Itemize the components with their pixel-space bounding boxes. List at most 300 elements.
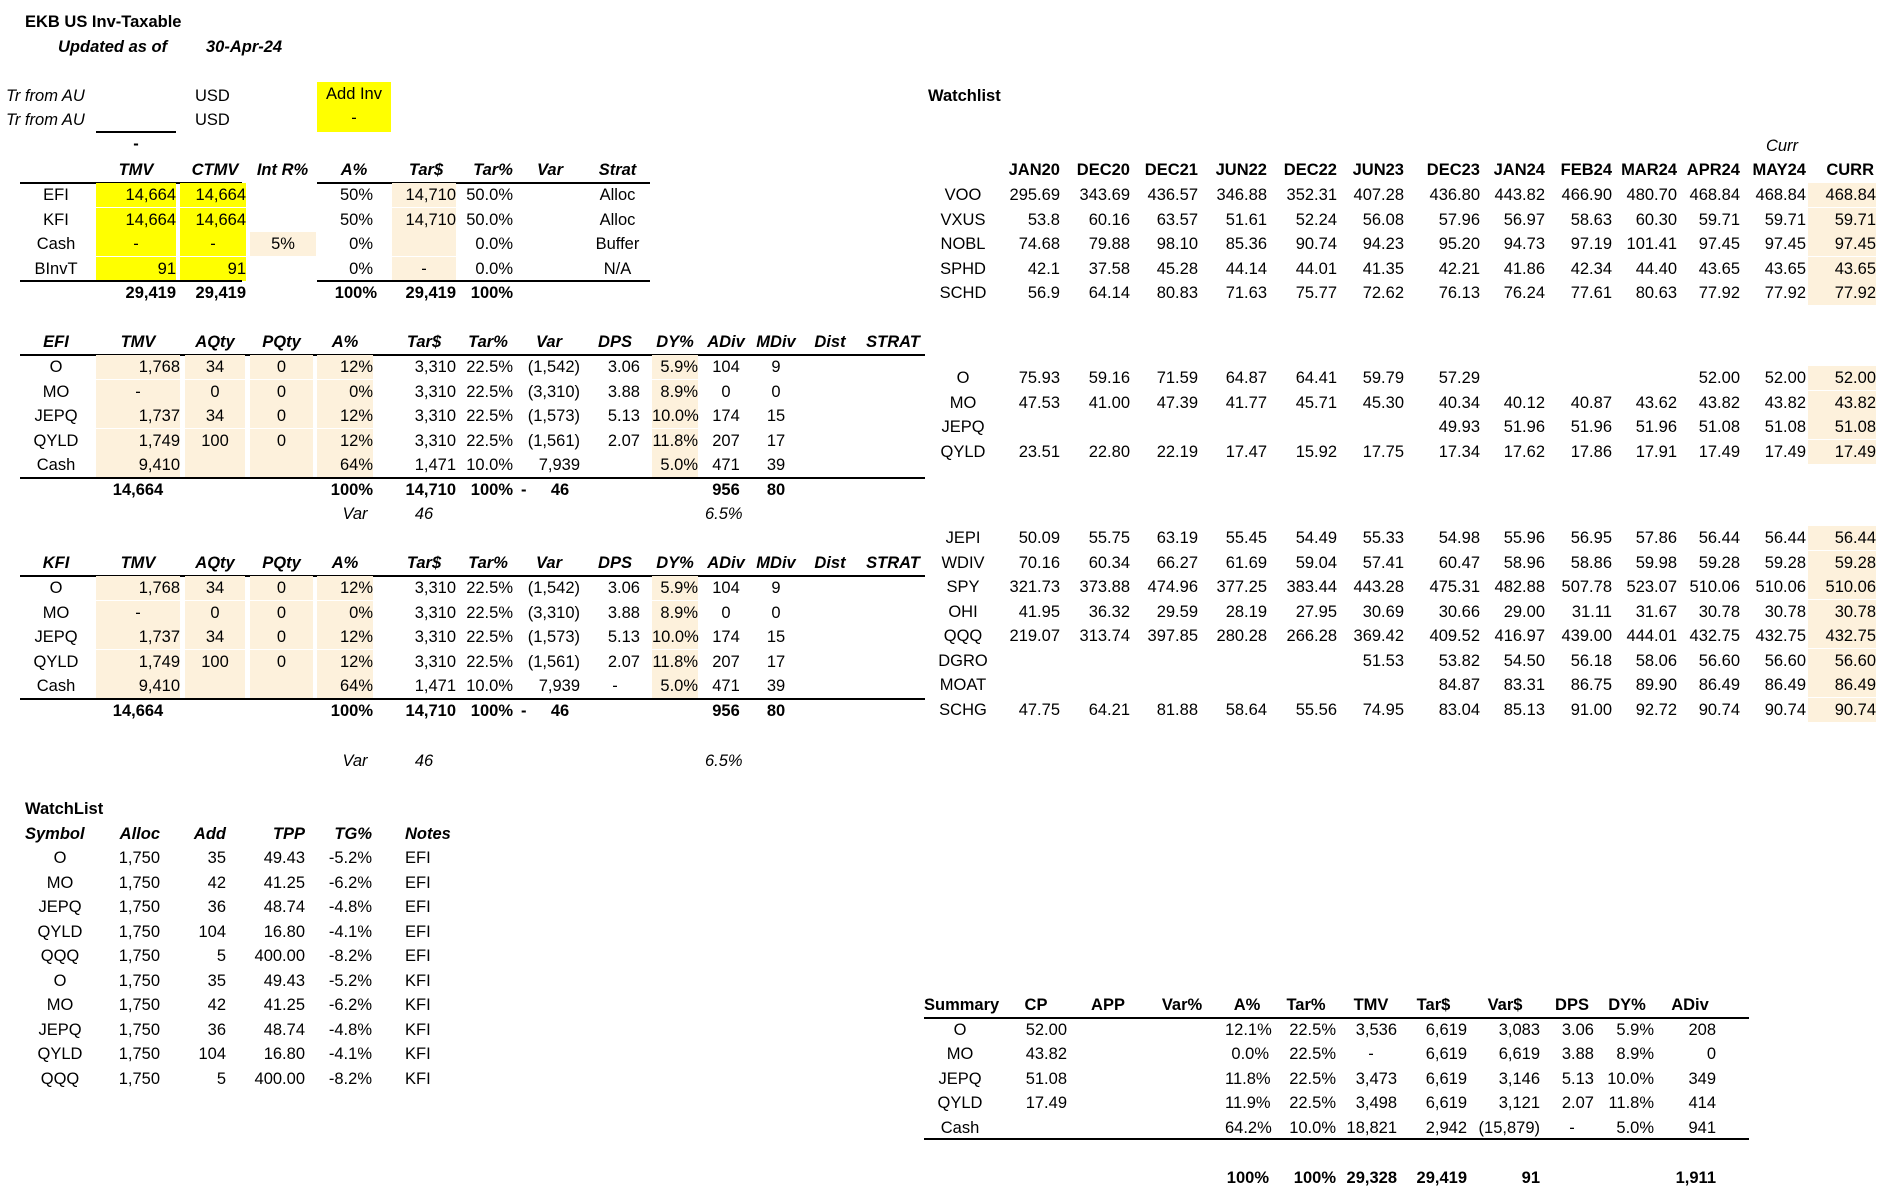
watchlist-price: 37.58 bbox=[1088, 259, 1130, 278]
portfolio-dy: 5.9% bbox=[652, 355, 698, 379]
alloc-strategy[interactable]: Alloc bbox=[599, 210, 636, 229]
watchlist-price bbox=[1064, 673, 1130, 697]
watchlist-price: 97.45 bbox=[1698, 235, 1740, 253]
summary-symbol[interactable]: QYLD bbox=[937, 1094, 983, 1112]
portfolio-tard: 3,310 bbox=[414, 579, 456, 597]
watchlist-price: 81.88 bbox=[1156, 700, 1198, 719]
watchlist-symbol[interactable]: JEPQ bbox=[941, 418, 985, 436]
portfolio-a[interactable]: 12% bbox=[317, 576, 373, 600]
summary-cell bbox=[1005, 1116, 1067, 1140]
alloc-int-rate[interactable]: 5% bbox=[250, 232, 316, 256]
portfolio-tarp: 22.5% bbox=[466, 407, 513, 425]
portfolio-a[interactable]: 64% bbox=[317, 453, 373, 477]
watchlist-price bbox=[1338, 415, 1404, 439]
watchlist-symbol[interactable]: SCHD bbox=[939, 284, 987, 302]
alloc-ctmv[interactable]: 91 bbox=[180, 257, 246, 281]
watchlist-small-cell[interactable]: 49.43 bbox=[263, 849, 305, 867]
portfolio-dy: 11.8% bbox=[652, 429, 698, 453]
watchlist-price: 52.00 bbox=[1698, 369, 1740, 387]
watchlist-price: 510.06 bbox=[1689, 578, 1740, 596]
summary-cell: 17.49 bbox=[1025, 1094, 1067, 1112]
alloc-total-target: 29,419 bbox=[405, 284, 456, 302]
watchlist-symbol[interactable]: MOAT bbox=[939, 676, 987, 694]
portfolio-aqty[interactable]: 0 bbox=[185, 380, 245, 404]
portfolio-dps: 2.07 bbox=[607, 652, 640, 671]
watchlist-price: 510.06 bbox=[1755, 578, 1806, 596]
watchlist-price: 74.68 bbox=[1018, 235, 1060, 253]
portfolio-var: (1,542) bbox=[527, 358, 580, 376]
portfolio-aqty[interactable]: 34 bbox=[185, 355, 245, 379]
portfolio-tmv[interactable]: 1,737 bbox=[96, 625, 180, 649]
portfolio-total-adiv: 956 bbox=[712, 480, 740, 499]
portfolio-var-value: 46 bbox=[414, 505, 434, 523]
watchlist-price: 60.16 bbox=[1088, 210, 1130, 229]
watchlist-small-cell[interactable]: 5 bbox=[216, 947, 226, 965]
transfer-value[interactable] bbox=[96, 108, 176, 132]
updated-date[interactable]: 30-Apr-24 bbox=[206, 38, 283, 56]
watchlist-price: 22.80 bbox=[1088, 442, 1130, 461]
portfolio-total-dash: - bbox=[521, 701, 527, 720]
watchlist-small-cell: -5.2% bbox=[328, 971, 372, 990]
watchlist-symbol[interactable]: SPY bbox=[946, 578, 980, 596]
watchlist-small-symbol: QYLD bbox=[37, 922, 83, 941]
watchlist-symbol[interactable]: SPHD bbox=[940, 259, 986, 278]
summary-cell: 3.88 bbox=[1561, 1045, 1594, 1063]
watchlist-price: 52.00 bbox=[1764, 369, 1806, 387]
portfolio-pqty[interactable]: 0 bbox=[250, 355, 313, 379]
summary-symbol[interactable]: Cash bbox=[940, 1118, 980, 1137]
watchlist-price: 90.74 bbox=[1295, 235, 1337, 253]
watchlist-price: 71.59 bbox=[1156, 369, 1198, 387]
summary-cell: 11.8% bbox=[1225, 1069, 1271, 1088]
watchlist-price bbox=[1201, 673, 1267, 697]
watchlist-price: 432.75 bbox=[1689, 627, 1740, 645]
watchlist-price: 56.95 bbox=[1570, 529, 1612, 547]
portfolio-dy: 8.9% bbox=[652, 601, 698, 625]
portfolio-dps bbox=[590, 453, 640, 477]
portfolio-tmv[interactable]: 9,410 bbox=[96, 453, 180, 477]
watchlist-price: 80.83 bbox=[1156, 284, 1198, 302]
watchlist-small-cell[interactable]: 400.00 bbox=[254, 947, 305, 965]
alloc-col-header: TMV bbox=[118, 161, 154, 179]
watchlist-price: 60.30 bbox=[1635, 210, 1677, 229]
watchlist-price: 43.65 bbox=[1698, 259, 1740, 278]
watchlist-price: 55.45 bbox=[1225, 529, 1267, 547]
portfolio-var: (1,542) bbox=[527, 579, 580, 597]
watchlist-price: 56.9 bbox=[1027, 284, 1060, 302]
alloc-pct[interactable]: 0% bbox=[349, 235, 373, 253]
watchlist-small-cell[interactable]: 41.25 bbox=[263, 996, 305, 1014]
watchlist-price: 352.31 bbox=[1286, 186, 1337, 204]
portfolio-col-header: DY% bbox=[656, 333, 694, 351]
watchlist-price: 59.04 bbox=[1295, 553, 1337, 572]
watchlist-small-col-header: Notes bbox=[405, 824, 451, 843]
watchlist-price: 61.69 bbox=[1225, 553, 1267, 572]
watchlist-price: 17.62 bbox=[1503, 442, 1545, 461]
watchlist-price: 85.36 bbox=[1225, 235, 1267, 253]
portfolio-tmv[interactable]: 1,737 bbox=[96, 404, 180, 428]
alloc-int-rate[interactable] bbox=[250, 183, 316, 207]
summary-symbol[interactable]: MO bbox=[946, 1045, 974, 1063]
summary-cell bbox=[1150, 1116, 1214, 1140]
portfolio-col-header: TMV bbox=[120, 333, 156, 351]
alloc-col-header: Tar$ bbox=[408, 161, 444, 179]
portfolio-symbol: JEPQ bbox=[34, 628, 78, 646]
watchlist-small-cell: EFI bbox=[405, 898, 431, 916]
watchlist-symbol[interactable]: QQQ bbox=[943, 627, 983, 645]
watchlist-price: 27.95 bbox=[1295, 602, 1337, 621]
watchlist-price: 56.60 bbox=[1808, 649, 1876, 673]
watchlist-small-cell[interactable]: 42 bbox=[207, 996, 226, 1014]
watchlist-symbol[interactable]: SCHG bbox=[939, 700, 987, 719]
portfolio-pqty[interactable]: 0 bbox=[250, 625, 313, 649]
watchlist-small-cell[interactable]: 36 bbox=[207, 1020, 226, 1039]
portfolio-aqty[interactable] bbox=[185, 674, 245, 698]
watchlist-price: 23.51 bbox=[1018, 442, 1060, 461]
watchlist-price: 523.07 bbox=[1626, 578, 1677, 596]
watchlist-col-header: MAR24 bbox=[1621, 161, 1677, 179]
summary-cell: 2.07 bbox=[1561, 1094, 1594, 1112]
transfer-currency: USD bbox=[195, 111, 230, 129]
portfolio-aqty[interactable]: 34 bbox=[185, 625, 245, 649]
portfolio-total-tmv: 14,664 bbox=[112, 701, 164, 720]
watchlist-price: 54.49 bbox=[1295, 529, 1337, 547]
watchlist-small-symbol: JEPQ bbox=[38, 1020, 82, 1039]
watchlist-price bbox=[1201, 415, 1267, 439]
watchlist-price: 30.78 bbox=[1698, 602, 1740, 621]
watchlist-small-col-header: Symbol bbox=[25, 824, 85, 843]
portfolio-tard: 3,310 bbox=[414, 628, 456, 646]
watchlist-symbol[interactable]: JEPI bbox=[945, 529, 981, 547]
portfolio-pqty[interactable]: 0 bbox=[250, 601, 313, 625]
watchlist-price: 90.74 bbox=[1764, 700, 1806, 719]
watchlist-price: 407.28 bbox=[1353, 186, 1404, 204]
alloc-strategy[interactable]: N/A bbox=[603, 259, 632, 278]
watchlist-price: 47.75 bbox=[1018, 700, 1060, 719]
watchlist-price: 280.28 bbox=[1216, 627, 1267, 645]
watchlist-small-cell[interactable]: 104 bbox=[198, 1045, 226, 1063]
alloc-ctmv[interactable]: 14,664 bbox=[180, 208, 246, 232]
watchlist-price: 52.24 bbox=[1295, 210, 1337, 229]
watchlist-small-cell[interactable]: 35 bbox=[207, 849, 226, 867]
portfolio-dy: 8.9% bbox=[652, 380, 698, 404]
summary-cell bbox=[1150, 1042, 1214, 1066]
watchlist-small-symbol: MO bbox=[46, 873, 74, 892]
watchlist-price: 84.87 bbox=[1438, 676, 1480, 694]
alloc-tmv[interactable]: 14,664 bbox=[96, 183, 176, 207]
portfolio-col-header: Tar% bbox=[468, 333, 508, 351]
watchlist-small-cell[interactable]: 35 bbox=[207, 971, 226, 990]
watchlist-small-cell: -4.1% bbox=[328, 922, 372, 941]
portfolio-col-header: DPS bbox=[598, 333, 632, 351]
watchlist-small-cell[interactable]: 48.74 bbox=[263, 1020, 305, 1039]
portfolio-pqty[interactable] bbox=[250, 453, 313, 477]
watchlist-small-col-header: Alloc bbox=[119, 824, 160, 843]
portfolio-col-header: Var bbox=[536, 333, 562, 351]
summary-cell: 51.08 bbox=[1025, 1069, 1067, 1088]
portfolio-mdiv: 39 bbox=[766, 456, 786, 474]
portfolio-total-target: 14,710 bbox=[405, 480, 456, 499]
watchlist-symbol[interactable]: OHI bbox=[948, 602, 978, 621]
watchlist-small-cell[interactable]: 104 bbox=[198, 922, 226, 941]
watchlist-symbol[interactable]: MO bbox=[949, 393, 977, 412]
watchlist-price: 409.52 bbox=[1429, 627, 1480, 645]
portfolio-tmv[interactable]: 1,749 bbox=[96, 650, 180, 674]
portfolio-var: (3,310) bbox=[527, 382, 580, 401]
watchlist-price: 56.44 bbox=[1698, 529, 1740, 547]
summary-cell: 22.5% bbox=[1289, 1069, 1336, 1088]
alloc-var bbox=[525, 208, 575, 232]
watchlist-col-header: JUN22 bbox=[1215, 161, 1267, 179]
watchlist-price: 383.44 bbox=[1286, 578, 1337, 596]
watchlist-small-cell: -6.2% bbox=[328, 996, 372, 1014]
summary-col-header: TMV bbox=[1353, 996, 1389, 1014]
alloc-pct[interactable]: 50% bbox=[339, 186, 373, 204]
portfolio-col-header: STRAT bbox=[866, 333, 920, 351]
watchlist-price: 70.16 bbox=[1018, 553, 1060, 572]
portfolio-total-tmv: 14,664 bbox=[112, 480, 164, 499]
watchlist-price: 17.47 bbox=[1225, 442, 1267, 461]
watchlist-price: 58.64 bbox=[1225, 700, 1267, 719]
portfolio-col-header: TMV bbox=[120, 554, 156, 572]
watchlist-price: 47.53 bbox=[1018, 393, 1060, 412]
watchlist-small-cell[interactable]: 42 bbox=[207, 873, 226, 892]
portfolio-aqty[interactable] bbox=[185, 453, 245, 477]
alloc-pct[interactable]: 0% bbox=[349, 259, 373, 278]
summary-cell: 6,619 bbox=[1425, 1045, 1467, 1063]
portfolio-dy: 5.0% bbox=[652, 674, 698, 698]
watchlist-small-cell: KFI bbox=[405, 971, 431, 990]
portfolio-tard: 3,310 bbox=[414, 358, 456, 376]
watchlist-small-cell: 1,750 bbox=[118, 1045, 160, 1063]
alloc-col-header: Tar% bbox=[473, 161, 513, 179]
watchlist-price: 92.72 bbox=[1635, 700, 1677, 719]
watchlist-small-cell[interactable]: 48.74 bbox=[263, 898, 305, 916]
summary-cell: 8.9% bbox=[1616, 1045, 1654, 1063]
portfolio-a[interactable]: 12% bbox=[317, 429, 373, 453]
summary-symbol[interactable]: JEPQ bbox=[938, 1069, 982, 1088]
portfolio-col-header: AQty bbox=[195, 554, 235, 572]
portfolio-var-value: 46 bbox=[414, 751, 434, 770]
watchlist-price: 480.70 bbox=[1626, 186, 1677, 204]
watchlist-price: 95.20 bbox=[1438, 235, 1480, 253]
summary-cell: 64.2% bbox=[1225, 1118, 1272, 1137]
watchlist-price: 53.82 bbox=[1438, 651, 1480, 670]
portfolio-pqty[interactable]: 0 bbox=[250, 404, 313, 428]
watchlist-price: 30.66 bbox=[1438, 602, 1480, 621]
summary-total: 29,419 bbox=[1416, 1168, 1467, 1187]
watchlist-small-cell: KFI bbox=[405, 1069, 431, 1088]
watchlist-symbol[interactable]: VXUS bbox=[940, 210, 986, 229]
watchlist-price: 97.45 bbox=[1808, 232, 1876, 256]
watchlist-price: 40.12 bbox=[1503, 393, 1545, 412]
watchlist-price: 30.69 bbox=[1362, 602, 1404, 621]
alloc-row-label: EFI bbox=[43, 186, 69, 204]
watchlist-price: 369.42 bbox=[1353, 627, 1404, 645]
watchlist-symbol[interactable]: DGRO bbox=[938, 651, 988, 670]
alloc-strategy[interactable]: Alloc bbox=[599, 186, 636, 204]
watchlist-price: 49.93 bbox=[1438, 418, 1480, 436]
portfolio-yield: 6.5% bbox=[705, 505, 743, 523]
alloc-col-header: CTMV bbox=[191, 161, 239, 179]
watchlist-price bbox=[1271, 673, 1337, 697]
watchlist-small-cell[interactable]: 400.00 bbox=[254, 1069, 305, 1088]
summary-cell: 52.00 bbox=[1025, 1020, 1067, 1039]
portfolio-dps: 3.88 bbox=[607, 382, 640, 401]
summary-cell: 0 bbox=[1706, 1045, 1716, 1063]
summary-col-header: DPS bbox=[1555, 996, 1589, 1014]
alloc-target-amount: 14,710 bbox=[392, 208, 456, 232]
portfolio-tarp: 10.0% bbox=[466, 677, 513, 695]
watchlist-price: 59.71 bbox=[1808, 208, 1876, 232]
watchlist-small-cell[interactable]: 41.25 bbox=[263, 873, 305, 892]
watchlist-price: 64.14 bbox=[1088, 284, 1130, 302]
portfolio-a[interactable]: 0% bbox=[317, 601, 373, 625]
portfolio-tmv[interactable]: 1,749 bbox=[96, 429, 180, 453]
portfolio-tmv[interactable]: - bbox=[96, 601, 180, 625]
portfolio-mdiv: 15 bbox=[766, 407, 786, 425]
alloc-total-target-pct: 100% bbox=[470, 284, 513, 302]
watchlist-price: 80.63 bbox=[1635, 284, 1677, 302]
watchlist-symbol[interactable]: VOO bbox=[944, 186, 982, 204]
portfolio-tmv[interactable]: - bbox=[96, 380, 180, 404]
watchlist-price: 59.28 bbox=[1698, 553, 1740, 572]
watchlist-price: 64.87 bbox=[1225, 369, 1267, 387]
portfolio-aqty[interactable]: 100 bbox=[185, 650, 245, 674]
watchlist-price: 58.96 bbox=[1503, 553, 1545, 572]
portfolio-tmv[interactable]: 1,768 bbox=[96, 355, 180, 379]
portfolio-a[interactable]: 12% bbox=[317, 650, 373, 674]
portfolio-symbol: O bbox=[49, 358, 63, 376]
watchlist-price bbox=[1479, 366, 1545, 390]
updated-label: Updated as of bbox=[58, 38, 168, 56]
portfolio-pqty[interactable]: 0 bbox=[250, 429, 313, 453]
alloc-tmv[interactable]: 14,664 bbox=[96, 208, 176, 232]
watchlist-price bbox=[1064, 415, 1130, 439]
watchlist-small-cell[interactable]: 16.80 bbox=[263, 922, 305, 941]
summary-cell bbox=[1080, 1042, 1136, 1066]
alloc-strategy[interactable]: Buffer bbox=[595, 235, 640, 253]
portfolio-pqty[interactable]: 0 bbox=[250, 576, 313, 600]
watchlist-price: 55.33 bbox=[1362, 529, 1404, 547]
watchlist-small-cell: 1,750 bbox=[118, 922, 160, 941]
summary-cell bbox=[1150, 1091, 1214, 1115]
summary-total: 100% bbox=[1293, 1168, 1336, 1187]
watchlist-price: 55.75 bbox=[1088, 529, 1130, 547]
watchlist-symbol[interactable]: WDIV bbox=[941, 553, 985, 572]
watchlist-price: 443.82 bbox=[1494, 186, 1545, 204]
watchlist-price: 54.50 bbox=[1503, 651, 1545, 670]
summary-cell: 10.0% bbox=[1289, 1118, 1336, 1137]
watchlist-small-symbol: O bbox=[53, 971, 67, 990]
portfolio-tmv[interactable]: 1,768 bbox=[96, 576, 180, 600]
alloc-col-header: Strat bbox=[598, 161, 637, 179]
watchlist-price: 52.00 bbox=[1808, 366, 1876, 390]
portfolio-col-header: A% bbox=[331, 554, 359, 572]
watchlist-price: 42.34 bbox=[1570, 259, 1612, 278]
watchlist-price: 72.62 bbox=[1362, 284, 1404, 302]
watchlist-price: 51.53 bbox=[1362, 651, 1404, 670]
portfolio-adiv: 174 bbox=[712, 407, 740, 425]
watchlist-price: 43.65 bbox=[1808, 257, 1876, 281]
portfolio-a[interactable]: 64% bbox=[317, 674, 373, 698]
portfolio-dps: 5.13 bbox=[607, 407, 640, 425]
watchlist-price: 432.75 bbox=[1755, 627, 1806, 645]
alloc-ctmv[interactable]: 14,664 bbox=[180, 183, 246, 207]
alloc-ctmv[interactable]: - bbox=[180, 232, 246, 256]
watchlist-small-cell: 1,750 bbox=[118, 849, 160, 867]
watchlist-price: 30.78 bbox=[1808, 600, 1876, 624]
transfer-value[interactable] bbox=[96, 84, 176, 108]
portfolio-tmv[interactable]: 9,410 bbox=[96, 674, 180, 698]
portfolio-dps: 3.06 bbox=[607, 579, 640, 597]
portfolio-col-header: Dist bbox=[814, 554, 846, 572]
watchlist-symbol[interactable]: O bbox=[956, 369, 970, 387]
portfolio-pqty[interactable]: 0 bbox=[250, 380, 313, 404]
alloc-tmv[interactable]: - bbox=[96, 232, 176, 256]
summary-col-header: Summary bbox=[924, 996, 1000, 1014]
portfolio-pqty[interactable]: 0 bbox=[250, 650, 313, 674]
watchlist-symbol[interactable]: NOBL bbox=[940, 235, 986, 253]
portfolio-aqty[interactable]: 100 bbox=[185, 429, 245, 453]
summary-symbol[interactable]: O bbox=[953, 1020, 967, 1039]
watchlist-price: 63.19 bbox=[1156, 529, 1198, 547]
portfolio-tard: 3,310 bbox=[414, 603, 456, 622]
portfolio-a[interactable]: 12% bbox=[317, 404, 373, 428]
portfolio-dps: 5.13 bbox=[607, 628, 640, 646]
watchlist-price: 436.80 bbox=[1429, 186, 1480, 204]
alloc-int-rate[interactable] bbox=[250, 257, 316, 281]
watchlist-price: 59.71 bbox=[1698, 210, 1740, 229]
watchlist-price: 101.41 bbox=[1626, 235, 1677, 253]
portfolio-pqty[interactable] bbox=[250, 674, 313, 698]
watchlist-small-cell: -4.8% bbox=[328, 1020, 372, 1039]
alloc-col-header: Var bbox=[537, 161, 563, 179]
alloc-target-amount bbox=[392, 232, 456, 256]
alloc-pct[interactable]: 50% bbox=[339, 210, 373, 229]
portfolio-aqty[interactable]: 34 bbox=[185, 404, 245, 428]
watchlist-price: 55.56 bbox=[1295, 700, 1337, 719]
watchlist-price: 29.59 bbox=[1156, 602, 1198, 621]
portfolio-name: KFI bbox=[42, 554, 70, 572]
portfolio-a[interactable]: 0% bbox=[317, 380, 373, 404]
alloc-int-rate[interactable] bbox=[250, 208, 316, 232]
alloc-tmv[interactable]: 91 bbox=[96, 257, 176, 281]
watchlist-small-cell: -6.2% bbox=[328, 873, 372, 892]
add-inv-cell[interactable] bbox=[317, 82, 391, 132]
watchlist-price bbox=[994, 415, 1060, 439]
watchlist-price: 66.27 bbox=[1156, 553, 1198, 572]
watchlist-small-cell: EFI bbox=[405, 922, 431, 941]
alloc-target-pct: 50.0% bbox=[466, 186, 513, 204]
watchlist-price: 58.63 bbox=[1570, 210, 1612, 229]
watchlist-price: 89.90 bbox=[1635, 676, 1677, 694]
portfolio-a[interactable]: 12% bbox=[317, 355, 373, 379]
watchlist-price: 44.01 bbox=[1295, 259, 1337, 278]
watchlist-small-cell[interactable]: 49.43 bbox=[263, 971, 305, 990]
watchlist-price: 377.25 bbox=[1216, 578, 1267, 596]
portfolio-aqty[interactable]: 34 bbox=[185, 576, 245, 600]
watchlist-symbol[interactable]: QYLD bbox=[940, 442, 986, 461]
watchlist-small-cell[interactable]: 36 bbox=[207, 898, 226, 916]
watchlist-small-cell[interactable]: 16.80 bbox=[263, 1045, 305, 1063]
portfolio-a[interactable]: 12% bbox=[317, 625, 373, 649]
portfolio-aqty[interactable]: 0 bbox=[185, 601, 245, 625]
watchlist-small-col-header: Add bbox=[193, 824, 226, 843]
watchlist-small-cell[interactable]: 5 bbox=[216, 1069, 226, 1088]
watchlist-price: 468.84 bbox=[1808, 183, 1876, 207]
watchlist-price: 41.77 bbox=[1225, 393, 1267, 412]
